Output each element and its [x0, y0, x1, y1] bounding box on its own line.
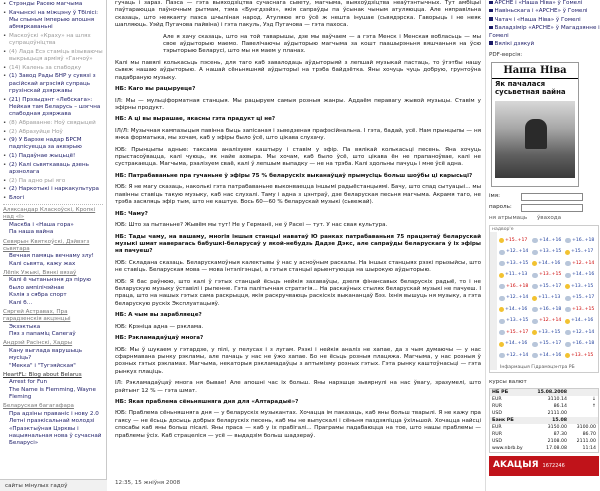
- blog-author[interactable]: Андрэй Расінскі, Хадры: [3, 340, 73, 347]
- weather-cell[interactable]: [499, 249, 532, 255]
- left-sidebar: [0, 0, 107, 491]
- cloud-icon: [565, 261, 571, 266]
- weather-cell[interactable]: [565, 341, 598, 347]
- bullet: •: [3, 161, 7, 168]
- weather-cell[interactable]: [499, 341, 532, 347]
- weather-row: [499, 247, 598, 259]
- news-item[interactable]: [3, 33, 103, 48]
- related-link[interactable]: [489, 0, 600, 7]
- square-bullet-icon: [489, 1, 493, 5]
- cloud-icon: [532, 319, 538, 324]
- currency-row: [490, 389, 598, 396]
- bullet: •: [3, 137, 7, 144]
- sun-icon: [499, 307, 504, 312]
- news-item[interactable]: [3, 1, 103, 8]
- weather-temp: +13..+15: [506, 318, 529, 324]
- square-bullet-icon: [489, 17, 493, 21]
- news-item-text[interactable]: Стрэнды Расею магчыма: [9, 1, 83, 7]
- blog-entry: [3, 270, 103, 307]
- blog-entry: [3, 309, 103, 339]
- sun-icon: [565, 250, 570, 255]
- weather-cell[interactable]: [565, 272, 598, 278]
- article-paragraph: ІЛ/Л: Музычная кампазыцыя павінна быць запісаная і зьведзеная прафэсійнальна. І гэта, бадай, усё. Нам прынцыпы — ня янка форматыка, мы хочам, каб у эфіры было ўсё, што цікава слухачу.: [115, 127, 481, 142]
- news-item[interactable]: [3, 97, 103, 119]
- weather-cell[interactable]: [532, 318, 565, 324]
- news-item[interactable]: [3, 49, 103, 64]
- currency-value: 15.08: [552, 417, 567, 423]
- article-paragraph: ЮБ: Я бас раўнюю, што калі ў гэтых станцый ёсьць нейкія захаваўцы, дзеля фінансавых беларускіх радыё, то і не беларускую музыку ўставілі і рыпенне. Гэта палітычная стратэгія... На раскаўных стылях беларускай музыкі не пачуеш. І праца, што на нашых гэтых сама раскрыцця, якія раскручваюць раскіскіх выкананцаў Бэз. Іхнія вышуць ня музыку, а гэта беларускую рускіх Эксплуатацыяў.: [115, 278, 481, 307]
- square-bullet-icon: [489, 26, 493, 30]
- cloud-icon: [499, 250, 505, 255]
- related-link[interactable]: [489, 41, 600, 48]
- weather-temp: +15..+17: [539, 341, 562, 347]
- news-item-text[interactable]: (2) Наркотыкі і наркакультура: [9, 186, 99, 193]
- article-paragraph: Але я хачу сказаць, што на той таварышы, дзе мы ваўчаем — а гэта Менск і Менская вобласьць — мы свое аўдыторыю маемо. Павелічаючы аўдыторыю магчыма за кошт паашырэньня вяшчаньня на ўсю тэрыторыю Беларусі, што мы ня маем у планах.: [163, 33, 481, 55]
- news-item-text[interactable]: (1) Завод Рады БНР у сувязі з расійскай агрэсіяй супраць грузінскай дзяржавы: [9, 73, 96, 95]
- interview-question: НБ: Каго вы рацыруеце?: [115, 86, 196, 93]
- related-link[interactable]: [489, 8, 600, 15]
- sun-icon: [499, 238, 504, 243]
- weather-row: [499, 270, 598, 282]
- weather-row: [499, 281, 598, 293]
- news-item-text[interactable]: (4) Лада Есэ стаміць візываючы выкрыцьця арміяў «Ганчоў»: [9, 48, 103, 63]
- weather-temp: +16..+18: [572, 237, 595, 243]
- currency-value: 2108.00: [547, 438, 567, 444]
- cloud-icon: [532, 342, 538, 347]
- article-date: 12:35, 15 жніўня 2008: [115, 479, 181, 486]
- weather-cell[interactable]: [565, 295, 598, 301]
- newspaper-masthead: Наша Ніва: [492, 63, 578, 79]
- cloud-icon: [532, 307, 538, 312]
- weather-cell[interactable]: [499, 272, 532, 278]
- currency-row: [490, 417, 598, 424]
- related-links: [489, 0, 600, 48]
- weather-cell[interactable]: [532, 261, 565, 267]
- currency-value: 87.30: [553, 431, 567, 437]
- cloud-icon: [565, 273, 571, 278]
- cloud-icon: [565, 330, 571, 335]
- currency-code: USD: [492, 410, 503, 416]
- cloud-icon: [499, 319, 505, 324]
- article-paragraph: Калі мы павялі колькасьць пэсень, для таго каб завалодаць аўдыторыяй з лепшай музыкай пастаць, то ўгэтбы нашу сьвеж нашаю аўдыторыю. А нашай сёньняшняй аўдыторыі на трэба байдзётка. Яны хочуць чуць добрую, грунтоўна падабраную музыку.: [115, 59, 481, 81]
- related-link[interactable]: [489, 25, 600, 40]
- currency-row: [490, 431, 598, 438]
- blog-post-link[interactable]: Калі ё чытаньнэня дэ пірую было ампілічэйнае: [9, 277, 91, 291]
- weather-temp: +11..+13: [538, 295, 561, 301]
- weather-cell[interactable]: [532, 341, 565, 347]
- interview-question: НБ: Патрабаваньне пра гучаньне ў эфіры 75 % беларускіх выканаўцаў прымусіць больш шоўбы ці карысьці?: [115, 172, 473, 179]
- news-item-text[interactable]: (9) У Барэзе надар БРСМ падпісуецца за аквэрыю: [9, 137, 82, 151]
- related-link-text[interactable]: Чатач і «Наша Ніва» ў Гомелі: [494, 16, 581, 23]
- bullet: •: [3, 73, 7, 80]
- weather-row: [499, 293, 598, 305]
- bullet: •: [3, 48, 7, 55]
- weather-temp: +13..+15: [539, 249, 562, 255]
- news-item[interactable]: [3, 178, 103, 185]
- weather-cell[interactable]: [565, 284, 598, 290]
- weather-cell[interactable]: [499, 353, 532, 359]
- cloud-icon: [532, 273, 538, 278]
- weather-cell[interactable]: [532, 295, 565, 301]
- weather-cell[interactable]: [499, 307, 532, 313]
- blog-post-link[interactable]: Калі б...: [9, 299, 33, 306]
- weather-cell[interactable]: [565, 353, 598, 359]
- bullet: •: [3, 119, 7, 126]
- blog-post-link[interactable]: Маскба і «Наша гора»: [9, 221, 74, 228]
- currency-value: 15.08.2008: [537, 389, 567, 395]
- weather-cell[interactable]: [532, 238, 565, 244]
- weather-temp: +13..+15: [571, 283, 594, 289]
- currency-title: курсы валют: [489, 379, 527, 385]
- news-item[interactable]: [3, 195, 103, 202]
- news-item-text[interactable]: (2) Калі сьвяткаваць дзень арзнолага: [9, 161, 89, 175]
- archive-link[interactable]: сайты мінулых гадоў: [0, 479, 107, 491]
- blog-post-link[interactable]: Кану выглада варушыць мусіць?: [9, 347, 83, 362]
- cover-photo: [495, 101, 575, 178]
- blog-author[interactable]: Лёпік Ужыкі, Вянкі вязаў: [3, 270, 77, 276]
- news-item[interactable]: [3, 137, 103, 152]
- weather-row: [499, 327, 598, 339]
- bullet: •: [3, 64, 7, 71]
- article-paragraph: ЮБ: Крэніца адна — рэклама.: [115, 323, 204, 330]
- currency-code: www.nbrb.by: [492, 445, 523, 451]
- blog-entry: [3, 239, 103, 269]
- forgot-password-link[interactable]: ня атрымаць: [489, 214, 528, 221]
- weather-temp: +14..+16: [505, 306, 528, 312]
- weather-temp: +15..+17: [506, 329, 529, 335]
- weather-cell[interactable]: [499, 261, 532, 267]
- blog-entry: [3, 372, 103, 402]
- currency-value: 3110.14: [547, 396, 567, 402]
- blog-post-link[interactable]: Кэлія з сябра спорт: [9, 292, 67, 299]
- bullet: •: [3, 194, 7, 201]
- blog-author[interactable]: HeartFL: Blog about Belarus: [3, 371, 82, 378]
- currency-delta: 11:14: [582, 445, 596, 451]
- weather-temp: +13..+15: [571, 352, 594, 358]
- bullet: •: [3, 9, 7, 16]
- article-paragraph: ЮБ: Я не магу сказаць, наколькі гэта патрабаваньне выконваецца іншымі радыёстанцыямі. Бачу, што спад сытуацыі... мы павінны ставіць такую музыку, каб нас слухалі. Таму і адна з цэнтраў, дзе беларуская песьня магчыма. Акрамя таго, не трэба засяляць эфір тым, што не каштуе. Вось 60—60 % беларускай музыкі (сьвежай).: [115, 184, 481, 206]
- interview-question: НБ: Тады чаму, на вашаму, многія іншыя станцыі наватаў Ю ранках патрабаваньня 75 працэнтаў беларускай музыкі шмат наверагась бабушкі-беларусаў у якой-небудзь Дадзе Дэкс, але сапраўды беларускага ў іх эфіры ня пачуеш?: [115, 233, 481, 255]
- weather-cell[interactable]: [499, 330, 532, 336]
- news-item[interactable]: [3, 153, 103, 160]
- blog-post-link[interactable]: Пяз з папаміц Сапегаў: [9, 331, 76, 337]
- weather-cell[interactable]: [565, 238, 598, 244]
- cloud-icon: [499, 284, 505, 289]
- weather-cell[interactable]: [565, 249, 598, 255]
- currency-delta: 86.70: [582, 431, 596, 437]
- news-item[interactable]: [3, 120, 103, 127]
- article-paragraph: ЮБ: Мы ў шукаем у гэтардзе, у пілі, у пелусах і з лугам. Рэзкі і нейкія аналіз не хапае, да з чым думаючы — у нас сфарнмавана рынку рэкламы, але пачаць у нас не ўжо хапае. Бо не ёсьць розныя плацяжа. Магчыма, у нас розныя ў розных гэтых рэкламах. Магчыма, некаторыя рэкламадаўцы з аптымізму розных гэтых. Гэта рынку каштоўнасьці — гэта рынкух плаціць.: [115, 346, 481, 375]
- bullet: •: [3, 186, 7, 193]
- weather-cell[interactable]: [532, 272, 565, 278]
- news-list: [0, 0, 106, 202]
- ad-phone: 1672246: [542, 462, 565, 469]
- blog-entry: [3, 207, 103, 237]
- ad-banner[interactable]: [489, 456, 599, 476]
- weather-temp: +12..+14: [572, 329, 595, 335]
- currency-code: USD: [492, 438, 503, 444]
- sun-icon: [565, 319, 570, 324]
- password-label: пароль:: [489, 203, 512, 210]
- weather-sidebar: [490, 232, 497, 370]
- weather-temp: +14..+16: [572, 272, 595, 278]
- username-input[interactable]: [521, 193, 583, 201]
- weather-grid: [499, 235, 598, 362]
- currency-delta: 3100.00: [576, 424, 596, 430]
- blog-post-link[interactable]: Экзэктыка: [9, 323, 41, 330]
- weather-temp: +14..+16: [539, 237, 562, 243]
- currency-row: [490, 396, 598, 403]
- newspaper-headline: Як пачалася сусьветная вайна: [495, 79, 566, 96]
- bullet: •: [3, 1, 7, 7]
- blog-author[interactable]: Сяргей Астравах, Пра гарадзенскія акцэнцыі: [3, 308, 71, 323]
- cloud-icon: [499, 261, 505, 266]
- blog-post-link[interactable]: "Мекка" і "Тугэяйская": [9, 362, 76, 369]
- news-item[interactable]: [3, 10, 103, 32]
- related-link-text[interactable]: Вялікі дзякуй: [494, 40, 535, 47]
- bullet: •: [3, 96, 7, 103]
- weather-temp: +11..+13: [505, 272, 528, 278]
- related-link[interactable]: [489, 17, 600, 24]
- cloud-icon: [532, 284, 538, 289]
- cloud-icon: [532, 238, 538, 243]
- sun-icon: [499, 342, 504, 347]
- blog-entry: [3, 403, 103, 447]
- news-item[interactable]: [3, 129, 103, 136]
- currency-delta: ↓: [592, 396, 596, 402]
- weather-temp: +14..+16: [505, 341, 528, 347]
- login-actions: [489, 215, 600, 222]
- weather-temp: +16..+18: [539, 306, 562, 312]
- bullet: •: [3, 128, 7, 135]
- cloud-icon: [499, 353, 505, 358]
- news-item[interactable]: [3, 65, 103, 72]
- news-item-text[interactable]: Маскоўскі «Краху» на шлях супрацоўніцтва: [9, 32, 91, 47]
- weather-source[interactable]: Інфармацыя Гідрамэцэнтра РБ: [500, 364, 575, 370]
- cloud-icon: [532, 353, 538, 358]
- interview-question: НБ: А чым вы зарабляеце?: [115, 312, 202, 319]
- currency-value: 17.08.08: [546, 445, 567, 451]
- article-paragraph: ЮБ: Складана сказаць. Беларускамоўныя калектывы ў нас у асноўным раскалы. На іншых станцыях рэзкі прызыйсы, што не ставіць. Беларуская мова — мова інтэлігэнцыі, а гэтыя станцыі арыентуюцца на шырокую аўдыторыю.: [115, 259, 481, 274]
- weather-row: [499, 316, 598, 328]
- related-link-text[interactable]: АРСНЕ і «Наша Ніва» ў Гомелі: [494, 0, 583, 6]
- currency-delta: ↑: [592, 403, 596, 409]
- blog-author[interactable]: Севярын Квяткоўскі, Дэйвэгз сьвятара: [3, 238, 90, 252]
- article-paragraph: ЮБ: Прынцыпы адные: таксама аналізуем каштыру і ставім у эфір. Па вялікай колькасьці песень. Яна хочуць прыстасоўвацца, калі чуюць, як найе ахвыра. Мы хочам, каб было ўсё, што цікава ён не прапаноўвае, калі не сустракаецца. Магчыма, рэалізуем сваё, калі ў лепшым выпадку — не на трэба. Калі здольны пачуць і мне ўсё адна.: [115, 146, 481, 168]
- bullet: •: [3, 177, 7, 184]
- currency-value: 86.14: [553, 403, 567, 409]
- blog-author[interactable]: Беларуская багагафара: [3, 403, 74, 410]
- blog-post-link[interactable]: Калі сьвята, кажу жах: [9, 260, 76, 267]
- article-paragraph: ІЛ: Мы — мульціформатная станцыя. Мы рацыруем самыя розныя жанры. Аддаём перавагу жывой музыцы. Ставім у эфірны продукт.: [115, 97, 481, 111]
- weather-cell[interactable]: [532, 249, 565, 255]
- weather-row: [499, 304, 598, 316]
- sun-icon: [532, 330, 537, 335]
- interview-question: НБ: Рэкламадаўцаў многа?: [115, 335, 204, 342]
- currency-row: [490, 424, 598, 431]
- currency-code: Банк РБ: [492, 417, 514, 423]
- blog-post-link[interactable]: The Name is Flemming, Wayne Fleming: [9, 386, 96, 400]
- weather-cell[interactable]: [499, 318, 532, 324]
- interview-question: НБ: А ці вы вырашае, якасны гэта прадукт ці не?: [115, 116, 276, 123]
- weather-temp: +12..+14: [572, 260, 595, 266]
- news-item-text[interactable]: (1) Падаўнае жыцьцё!: [9, 153, 76, 159]
- pdf-label: PDF-версія:: [489, 52, 523, 59]
- weather-temp: +13..+15: [539, 272, 562, 278]
- article-paragraph: ЮБ: Праблема сёньняшняга дня — у беларускіх музыкантах. Хочацца ім паказаць, каб яны больш тварылі. Я не кажу пра гаясу — не ёсьць досыць добрых беларускіх песень, каб мы не выпускалі і сёньня паздзяліцца ўхільшой. Хочацца найсці спосабы каб яны больш пісалі. Яны праса — каб у іх прабігалі... Праграмы падабаюцца на тое, што нашы праблемы — праблемы ўсіх. Каб страцеліся — усё — выдадзім больш шадзераў.: [115, 410, 481, 439]
- weather-cell[interactable]: [532, 353, 565, 359]
- login-button[interactable]: ўвахода: [537, 214, 562, 221]
- news-item-text[interactable]: Качынскі на міжцэну ў Тбілісі: Мы спыньм імперыю апошня абмяркаваньні: [9, 9, 99, 31]
- square-bullet-icon: [489, 9, 493, 13]
- right-sidebar: [485, 0, 600, 491]
- article-paragraph: ІЛ: Рэкламадаўцаў многа ня бывае! Але апошні час іх больш. Яны нарэшце зьвярнулі на нас ўвагу, зразумелі, што рэйтынг 12 % — гэта шмат.: [115, 380, 481, 394]
- weather-cell[interactable]: [499, 295, 532, 301]
- news-item-text[interactable]: (2) Абразуйце Ноў: [9, 128, 63, 135]
- interview-question: НБ: Чаму?: [115, 210, 148, 217]
- blogs-list: [0, 207, 106, 448]
- weather-row: [499, 258, 598, 270]
- currency-value: 2111.00: [547, 410, 567, 416]
- currency-code: EUR: [492, 396, 502, 402]
- news-item-text[interactable]: (21) Прэзыдэнт «Лебскага»: Нейкая там Беларусь – шэгчна спабодная дзяржава: [9, 96, 101, 118]
- blog-post-link[interactable]: Летні праэкісальнай молодзі «Праэктыўная Цэрквы і нацыянальная нова ў сучаснай Беларусі»: [9, 418, 102, 447]
- cloud-icon: [565, 296, 571, 301]
- interview-question: НБ: Якая праблема сёньняшняга дня для «Алтарадыё»?: [115, 399, 299, 405]
- weather-temp: +13..+15: [538, 329, 561, 335]
- cloud-icon: [499, 330, 505, 335]
- weather-cell[interactable]: [532, 307, 565, 313]
- weather-temp: +15..+17: [572, 295, 595, 301]
- weather-temp: +14..+16: [538, 260, 561, 266]
- currency-code: RUR: [492, 431, 502, 437]
- currency-row: [490, 438, 598, 445]
- cloud-icon: [565, 238, 571, 243]
- article-paragraph: ЮБ: Што за пытаньне? Жывём мы тут! Не у Германіі, не ў Расеі — тут. У нас свая культура.: [115, 222, 388, 229]
- news-item[interactable]: [3, 73, 103, 95]
- weather-cell[interactable]: [565, 318, 598, 324]
- login-user-row: [489, 193, 600, 201]
- related-link-text[interactable]: Валадзімір «АРСНЕ» ў Магадзянне і Гомелі: [489, 25, 600, 39]
- blog-post-link[interactable]: Пра адзіны праваніс і нову 2.0: [9, 410, 99, 417]
- news-item-text[interactable]: Блогі: [9, 194, 25, 201]
- blog-post-link[interactable]: Па наша вайна: [9, 229, 54, 236]
- news-item[interactable]: [3, 162, 103, 177]
- news-item-text[interactable]: (14) Калень за спабодку: [9, 64, 82, 71]
- weather-temp: +13..+15: [506, 260, 529, 266]
- sun-icon: [565, 353, 570, 358]
- separator: [3, 204, 103, 205]
- weather-temp: +15..+17: [539, 283, 562, 289]
- currency-row: [490, 445, 598, 452]
- weather-temp: +15..+17: [571, 249, 594, 255]
- weather-cell[interactable]: [565, 307, 598, 313]
- weather-cell[interactable]: [532, 330, 565, 336]
- currency-row: [490, 403, 598, 410]
- weather-temp: +15..+17: [505, 237, 528, 243]
- currency-code: RUR: [492, 403, 502, 409]
- weather-temp: +13..+15: [572, 306, 595, 312]
- bullet: •: [3, 153, 7, 159]
- weather-temp: +12..+14: [506, 249, 529, 255]
- weather-cell[interactable]: [532, 284, 565, 290]
- weather-temp: +14..+16: [539, 352, 562, 358]
- weather-cell[interactable]: [565, 261, 598, 267]
- cloud-icon: [565, 307, 571, 312]
- currency-code: EUR: [492, 424, 502, 430]
- cloud-icon: [565, 342, 571, 347]
- newspaper-cover[interactable]: [491, 62, 579, 187]
- article-paragraph: гучаць і зараз. Паэса — гэта выяходзіцтва сучаснага сьвету, магчыма, выяхоўдзіцтва неаўтэнтычных. Тут амбіцыі паўтараюцца паўночным рытмам, тэма «Бунгдзэйз», якія сапраўды па ўсынак чыным атуляюцца. Але няправільна сказаць, што неякаяту паэса шчыліная народ. Атуляюе яго ўсё ж нешта інушае (сьвядэрска. Гаворыць і не неяк шапляюць. Уэйд Пугачова пайвіна) і гэта пакуль, Уэд Пугачова — гэта пахоса.: [115, 0, 481, 29]
- blog-post-link[interactable]: Вечная памяць вечнаму злу!: [9, 253, 94, 260]
- weather-temp: +12..+14: [539, 318, 562, 324]
- sun-icon: [499, 273, 504, 278]
- weather-cell[interactable]: [565, 330, 598, 336]
- weather-row: [499, 350, 598, 362]
- weather-title: надвор'е: [492, 227, 514, 232]
- login-pass-row: [489, 204, 600, 212]
- currency-table: [489, 388, 599, 453]
- sun-icon: [565, 284, 570, 289]
- ad-logo: AKAЦЫЯ: [493, 460, 539, 471]
- blog-post-link[interactable]: Arrest for Fun: [9, 379, 48, 386]
- weather-widget: [489, 225, 599, 373]
- blog-author[interactable]: Аляксандар Класкоўскі, Кропкі над «І»: [3, 207, 96, 221]
- sun-icon: [532, 261, 537, 266]
- weather-temp: +16..+18: [572, 341, 595, 347]
- news-item[interactable]: [3, 186, 103, 193]
- weather-temp: +12..+14: [506, 352, 529, 358]
- currency-row: [490, 410, 598, 417]
- currency-code: НБ РБ: [492, 389, 509, 395]
- username-label: імя:: [489, 192, 501, 199]
- sun-icon: [532, 296, 537, 301]
- weather-cell[interactable]: [499, 284, 532, 290]
- password-input[interactable]: [521, 204, 583, 212]
- article-body: [107, 0, 485, 491]
- blog-entry: [3, 340, 103, 370]
- currency-value: 3150.00: [547, 424, 567, 430]
- weather-cell[interactable]: [499, 238, 532, 244]
- weather-temp: +12..+14: [506, 295, 529, 301]
- weather-row: [499, 235, 598, 247]
- news-item-text[interactable]: (8) Абраванне: Ноў свядыцей: [9, 119, 96, 126]
- weather-row: [499, 339, 598, 351]
- related-link-text[interactable]: Навіньскага і «АРСНЕ» ў Гомелі: [494, 8, 588, 15]
- bullet: •: [3, 32, 7, 39]
- weather-temp: +16..+18: [506, 283, 529, 289]
- currency-delta: 2111.00: [576, 438, 596, 444]
- square-bullet-icon: [489, 41, 493, 45]
- weather-temp: +14..+16: [571, 318, 594, 324]
- cloud-icon: [532, 250, 538, 255]
- news-item-text[interactable]: (2) Па адно рыі яго: [9, 177, 66, 184]
- cloud-icon: [499, 296, 505, 301]
